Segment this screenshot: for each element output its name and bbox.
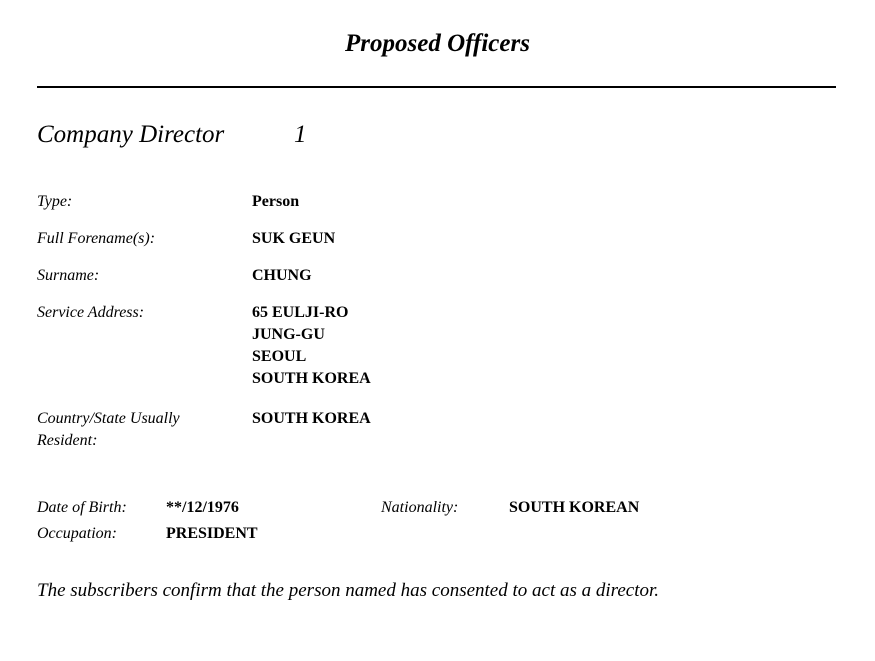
title-divider bbox=[37, 86, 836, 88]
section-heading: Company Director bbox=[37, 121, 225, 148]
nationality-label: Nationality: bbox=[381, 499, 459, 516]
date-of-birth-value: **/12/1976 bbox=[166, 499, 239, 516]
country-resident-label-line: Country/State Usually bbox=[37, 410, 180, 427]
section-number: 1 bbox=[294, 121, 307, 148]
country-resident-label-line: Resident: bbox=[37, 432, 98, 449]
address-line: JUNG-GU bbox=[252, 326, 325, 343]
forenames-value: SUK GEUN bbox=[252, 230, 336, 247]
occupation-value: PRESIDENT bbox=[166, 525, 258, 542]
country-resident-label bbox=[37, 408, 180, 452]
nationality-value: SOUTH KOREAN bbox=[509, 499, 640, 516]
occupation-label: Occupation: bbox=[37, 525, 117, 542]
country-resident-value: SOUTH KOREA bbox=[252, 410, 371, 427]
consent-statement: The subscribers confirm that the person named has consented to act as a director. bbox=[37, 580, 660, 601]
forenames-label: Full Forename(s): bbox=[37, 230, 156, 247]
service-address-label: Service Address: bbox=[37, 304, 145, 321]
type-label: Type: bbox=[37, 193, 73, 210]
type-value: Person bbox=[252, 193, 300, 210]
date-of-birth-label: Date of Birth: bbox=[37, 499, 127, 516]
service-address-value bbox=[252, 302, 371, 390]
page-title: Proposed Officers bbox=[345, 30, 530, 57]
address-line: SEOUL bbox=[252, 348, 307, 365]
address-line: SOUTH KOREA bbox=[252, 370, 371, 387]
surname-label: Surname: bbox=[37, 267, 100, 284]
surname-value: CHUNG bbox=[252, 267, 312, 284]
address-line: 65 EULJI-RO bbox=[252, 304, 349, 321]
